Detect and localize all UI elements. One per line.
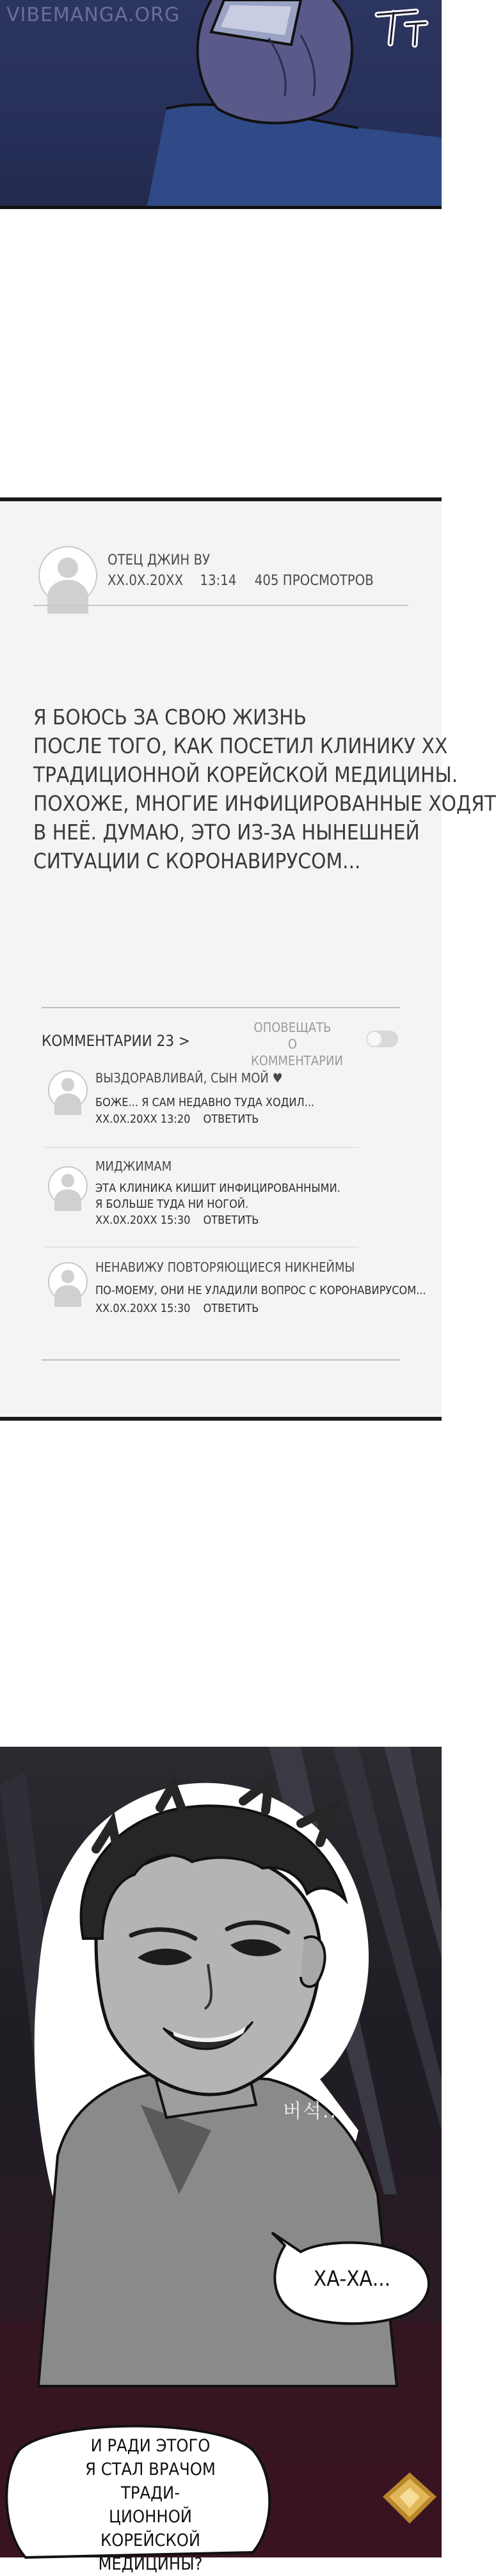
post-views: 405 ПРОСМОТРОВ bbox=[254, 573, 374, 589]
post-body-line: Я БОЮСЬ ЗА СВОЮ ЖИЗНЬ bbox=[33, 705, 307, 730]
gold-diamond-icon bbox=[383, 2472, 436, 2524]
comment-meta bbox=[95, 1214, 259, 1227]
toggle-knob bbox=[367, 1032, 381, 1046]
comments-count-link[interactable]: КОММЕНТАРИИ 23 > bbox=[42, 1032, 191, 1050]
commenter-avatar-icon bbox=[48, 1262, 88, 1302]
notify-label: ОПОВЕЩАТЬ О КОММЕНТАРИИ bbox=[251, 1020, 343, 1068]
comment-item bbox=[42, 1257, 426, 1321]
post-body-line: СИТУАЦИИ С КОРОНАВИРУСОМ... bbox=[33, 848, 361, 873]
comment-time: XX.0X.20XX 15:30 bbox=[95, 1214, 191, 1227]
post-body-line: ПОХОЖЕ, МНОГИЕ ИНФИЦИРОВАННЫЕ ХОДЯТ bbox=[33, 791, 496, 816]
comment-time: XX.0X.20XX 13:20 bbox=[95, 1112, 191, 1126]
comment-text: БОЖЕ... Я САМ НЕДАВНО ТУДА ХОДИЛ... bbox=[95, 1096, 315, 1109]
comment-meta bbox=[95, 1112, 259, 1126]
reply-link[interactable]: ОТВЕТИТЬ bbox=[203, 1112, 259, 1126]
reply-link[interactable]: ОТВЕТИТЬ bbox=[203, 1214, 259, 1227]
commenter-name[interactable]: МИДЖИМАМ bbox=[95, 1159, 172, 1174]
narration-bubble-text: И РАДИ ЭТОГО Я СТАЛ ВРАЧОМ ТРАДИ- ЦИОННОЙ КОРЕЙСКОЙ МЕДИЦИНЫ? bbox=[85, 2436, 216, 2574]
commenter-avatar-icon bbox=[48, 1070, 88, 1110]
speech-bubble-text: ХА-ХА... bbox=[313, 2266, 391, 2291]
comment-item bbox=[42, 1156, 400, 1226]
dark-scene-panel bbox=[0, 1747, 442, 2574]
commenter-avatar-icon bbox=[48, 1166, 88, 1206]
sound-effect-text: 버석.. bbox=[283, 2100, 338, 2123]
post-body-line: В НЕЁ. ДУМАЮ, ЭТО ИЗ-ЗА НЫНЕШНЕЙ bbox=[33, 820, 420, 845]
comment-meta bbox=[95, 1302, 259, 1315]
forum-post-panel bbox=[0, 497, 496, 1421]
post-body-line: ПОСЛЕ ТОГО, КАК ПОСЕТИЛ КЛИНИКУ ХХ bbox=[33, 733, 448, 758]
commenter-name[interactable]: НЕНАВИЖУ ПОВТОРЯЮЩИЕСЯ НИКНЕЙМЫ bbox=[95, 1260, 355, 1275]
post-time: 13:14 bbox=[200, 573, 237, 589]
watermark: VIBEMANGA.ORG bbox=[6, 4, 180, 26]
divider bbox=[42, 1007, 400, 1008]
sound-effect-glyph bbox=[371, 5, 429, 50]
divider bbox=[42, 1359, 400, 1361]
post-meta bbox=[108, 573, 374, 589]
post-date: XX.0X.20XX bbox=[108, 573, 184, 589]
top-comic-panel bbox=[0, 0, 442, 209]
post-body bbox=[33, 703, 496, 875]
author-name[interactable]: ОТЕЦ ДЖИН ВУ bbox=[108, 552, 211, 568]
comment-text: ЭТА КЛИНИКА КИШИТ ИНФИЦИРОВАННЫМИ. bbox=[95, 1182, 340, 1195]
author-avatar-icon bbox=[38, 546, 97, 605]
divider bbox=[33, 605, 408, 606]
reply-link[interactable]: ОТВЕТИТЬ bbox=[203, 1302, 259, 1315]
comment-time: XX.0X.20XX 15:30 bbox=[95, 1302, 191, 1315]
commenter-name[interactable]: ВЫЗДОРАВЛИВАЙ, СЫН МОЙ ♥ bbox=[95, 1070, 283, 1086]
comment-text: Я БОЛЬШЕ ТУДА НИ НОГОЙ. bbox=[95, 1198, 249, 1211]
comment-text: ПО-МОЕМУ, ОНИ НЕ УЛАДИЛИ ВОПРОС С КОРОНАВИРУСОМ... bbox=[95, 1284, 426, 1297]
comment-divider bbox=[45, 1147, 358, 1148]
comment-item bbox=[42, 1069, 400, 1133]
post-body-line: ТРАДИЦИОННОЙ КОРЕЙСКОЙ МЕДИЦИНЫ. bbox=[33, 762, 458, 787]
